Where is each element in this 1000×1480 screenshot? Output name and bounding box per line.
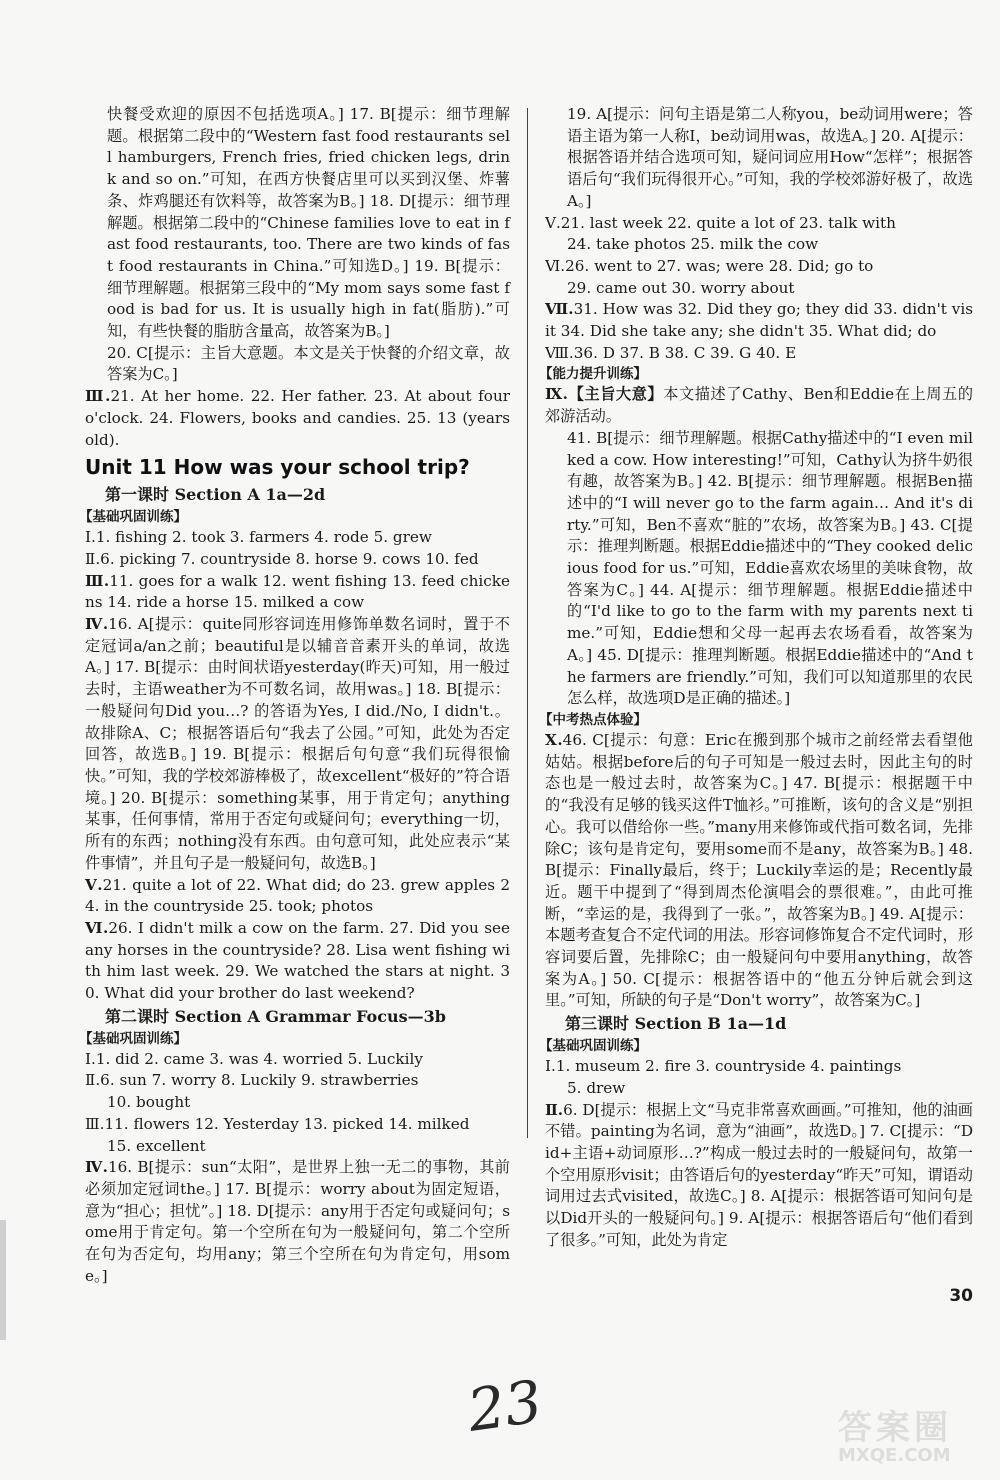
handwritten-page-number: 23 <box>463 1367 547 1445</box>
answer-paragraph: 11. goes for a walk 12. went fishing 13. feed chickens 14. ride a horse 15. milked a cow <box>85 571 510 612</box>
answer-line: 1. museum 2. fire 3. countryside 4. paintings <box>555 1057 902 1076</box>
answer-line: 10. bought <box>107 1093 191 1112</box>
section-mark: Ⅰ. <box>85 528 96 547</box>
section-tag: 【基础巩固训练】 <box>79 509 187 526</box>
section-tag: 【中考热点体验】 <box>539 711 647 728</box>
answer-line: 15. excellent <box>107 1136 206 1155</box>
section-mark: Ⅱ. <box>85 549 101 568</box>
answer-paragraph: 46. C[提示：句意：Eric在搬到那个城市之前经常去看望他姑姑。根据before后的句子可知是一般过去时，因此主句的时态也是一般过去时，故答案为C。] 47. B[提示：根据题干中的“我没有足够的钱买这件T恤衫。”可推断，该句的含义是“别担心。我可以借给你一些。”many用来修饰或代指可数名词，先排除C；该句是肯定句，要用some而不是any，故答案为B。] 48. B[提示：Finally最后，终于；Luckily幸运的是；Recently最近。题干中提到了“得到周杰伦演唱会的票很难。”，由此可推断，“幸运的是，我得到了一张。”，故答案为B。] 49. A[提示：本题考查复合不定代词的用法。形容词修饰复合不定代词时，形容词要后置，先排除C；由一般疑问句中要用anything，故答案为A。] 50. C[提示：根据答语中的“他五分钟后就会到这里。”可知，所缺的句子是“Don't worry”，故答案为C。] <box>545 730 973 1010</box>
right-column <box>539 104 974 1306</box>
answer-line: 11. flowers 12. Yesterday 13. picked 14. milked <box>104 1114 470 1133</box>
section-tag: 【能力提升训练】 <box>539 366 647 383</box>
answer-paragraph: 6. D[提示：根据上文“马克非常喜欢画画。”可推知，他的油画不错。painting为名词，意为“油画”，故选D。] 7. C[提示：“Did+主语+动词原形…?”构成一般过去时的一般疑问句，故第一个空用原形visit；由答语后句的yesterday“昨天”可知，谓语动词用过去式visited，故选C。] 8. A[提示：根据答语可知问句是以Did开头的一般疑问句。] 9. A[提示：根据答语后句“他们看到了很多。”可知，此处为肯定 <box>545 1100 973 1249</box>
section-mark: Ⅱ. <box>545 1100 564 1119</box>
answer-paragraph: 16. B[提示：sun“太阳”，是世界上独一无二的事物，其前必须加定冠词the。] 17. B[提示：worry about为固定短语，意为“担心；担忧”。] 18. D[提示：any用于否定句或疑问句；some用于肯定句。第一个空所在句为一般疑问句，第二个空所在句为否定句，均用any；第三个空所在句为肯定句，用some。] <box>85 1158 510 1285</box>
section-tag: 【基础巩固训练】 <box>539 1038 647 1055</box>
answer-line: 26. went to 27. was; were 28. Did; go to <box>565 256 874 275</box>
answer-paragraph: 26. I didn't milk a cow on the farm. 27. Did you see any horses in the countryside? 28. Lisa went fishing with him last week. 29. We watched the stars at night. 30. What did your brother do last weekend? <box>85 918 510 1003</box>
section-mark: Ⅲ. <box>85 571 110 590</box>
answer-paragraph: 快餐受欢迎的原因不包括选项A。] 17. B[提示：细节理解题。根据第二段中的“Western fast food restaurants sell hamburgers, French fries, fried chicken legs, drink and so on.”可知，在西方快餐店里可以买到汉堡、炸薯条、炸鸡腿还有饮料等，故答案为B。] 18. D[提示：细节理解题。根据第二段中的“Chinese families love to eat in fast food restaurants, too. There are two kinds of fast food restaurants in China.”可知选D。] 19. B[提示：细节理解题。根据第三段中的“My mom says some fast food is bad for us. It is usually high in fat(脂肪).”可知，有些快餐的脂肪含量高，故答案为B。] <box>107 105 510 341</box>
section-mark: Ⅴ. <box>85 875 103 894</box>
answer-line: 36. D 37. B 38. C 39. G 40. E <box>573 343 797 362</box>
unit-title: Unit 11 How was your school trip? <box>85 455 470 480</box>
answer-line: 6. sun 7. worry 8. Luckily 9. strawberries <box>100 1071 419 1090</box>
main-idea-label: 【主旨大意】 <box>567 385 664 404</box>
section-mark: Ⅳ. <box>85 1158 108 1177</box>
section-mark: Ⅲ. <box>85 1114 105 1133</box>
lesson-heading: 第一课时 Section A 1a—2d <box>105 485 326 505</box>
scan-edge <box>0 1220 6 1340</box>
page-number: 30 <box>949 1286 973 1306</box>
main-idea-text: 本文描述了Cathy、Ben和Eddie在上周五的郊游活动。 <box>545 385 974 426</box>
section-mark: Ⅵ. <box>545 256 566 275</box>
section-mark: Ⅸ. <box>545 385 568 404</box>
answer-paragraph: 16. A[提示：quite同形容词连用修饰单数名词时，置于不定冠词a/an之前；beautiful是以辅音音素开头的单词，故选A。] 17. B[提示：由时间状语yesterday(昨天)可知，用一般过去时，主语weather为不可数名词，故用was。] 18. B[提示：一般疑问句Did you…? 的答语为Yes, I did./No, I didn't.。故排除A、C；根据答语后句“我去了公园。”可知，此处为否定回答，故选B。] 19. B[提示：根据后句句意“我们玩得很愉快。”可知，我的学校郊游棒极了，故excellent“极好的”符合语境。] 20. B[提示：something某事，用于肯定句；anything某事，任何事情，常用于否定句或疑问句；everything一切，所有的东西；nothing没有东西。由句意可知，此处应表示“某件事情”，并且句子是一般疑问句，故选B。] <box>85 615 510 872</box>
section-mark: Ⅳ. <box>85 615 109 634</box>
section-mark: Ⅹ. <box>545 730 563 749</box>
answer-paragraph: 19. A[提示：问句主语是第二人称you，be动词用were；答语主语为第一人称I，be动词用was，故选A。] 20. A[提示：根据答语并结合选项可知，疑问词应用How“怎样”；根据答语后句“我们玩得很开心。”可知，我的学校郊游好极了，故选A。] <box>567 105 973 210</box>
watermark-url: MXQE.COM <box>838 1445 951 1466</box>
section-mark: Ⅰ. <box>545 1057 556 1076</box>
answer-paragraph: 21. quite a lot of 22. What did; do 23. grew apples 24. in the countryside 25. took; photos <box>85 875 510 916</box>
section-mark: Ⅴ. <box>545 213 561 232</box>
answer-paragraph: 20. C[提示：主旨大意题。本文是关于快餐的介绍文章，故答案为C。] <box>107 343 510 384</box>
lesson-heading: 第三课时 Section B 1a—1d <box>565 1014 787 1034</box>
answer-line: 6. picking 7. countryside 8. horse 9. cows 10. fed <box>100 549 479 568</box>
answer-paragraph: 31. How was 32. Did they go; they did 33. didn't visit 34. Did she take any; she didn't 35. What did; do <box>545 300 974 341</box>
answer-paragraph: 41. B[提示：细节理解题。根据Cathy描述中的“I even milked a cow. How interesting!”可知，Cathy认为挤牛奶很有趣，故答案为B。] 42. B[提示：细节理解题。根据Ben描述中的“I will never go to the farm again… And it's dirty.”可知，Ben不喜欢“脏的”农场，故答案为B。] 43. C[提示：推理判断题。根据Eddie描述中的“They cooked delicious food for us.”可知，Eddie喜欢农场里的美味食物，故答案为C。] 44. A[提示：细节理解题。根据Eddie描述中的“I'd like to go to the farm with my parents next time.”可知，Eddie想和父母一起再去农场看看，故答案为A。] 45. D[提示：推理判断题。根据Eddie描述中的“And the farmers are friendly.”可知，我们可以知道那里的农民怎么样，故选项D是正确的描述。] <box>567 428 973 708</box>
left-column <box>79 104 510 1287</box>
lesson-heading: 第二课时 Section A Grammar Focus—3b <box>105 1006 446 1026</box>
section-mark: Ⅱ. <box>85 1071 101 1090</box>
watermark-logo <box>838 1400 988 1470</box>
answer-line: 29. came out 30. worry about <box>567 278 795 297</box>
answer-line: 24. take photos 25. milk the cow <box>567 235 819 254</box>
answer-line: 1. fishing 2. took 3. farmers 4. rode 5. grew <box>95 528 432 547</box>
answer-line: 1. did 2. came 3. was 4. worried 5. Luckily <box>95 1049 423 1068</box>
section-mark: Ⅶ. <box>545 300 574 319</box>
section-tag: 【基础巩固训练】 <box>79 1030 187 1047</box>
section-mark: Ⅰ. <box>85 1049 96 1068</box>
section-mark: Ⅵ. <box>85 918 109 937</box>
watermark-text: 答案圈 <box>838 1408 952 1448</box>
answer-line: 5. drew <box>567 1078 626 1097</box>
answer-line: 21. last week 22. quite a lot of 23. talk with <box>560 213 896 232</box>
answer-paragraph: 21. At her home. 22. Her father. 23. At about four o'clock. 24. Flowers, books and candies. 25. 13 (years old). <box>85 387 510 449</box>
section-mark: Ⅷ. <box>545 343 574 362</box>
section-mark: Ⅲ. <box>85 387 111 406</box>
column-divider <box>527 108 528 1138</box>
